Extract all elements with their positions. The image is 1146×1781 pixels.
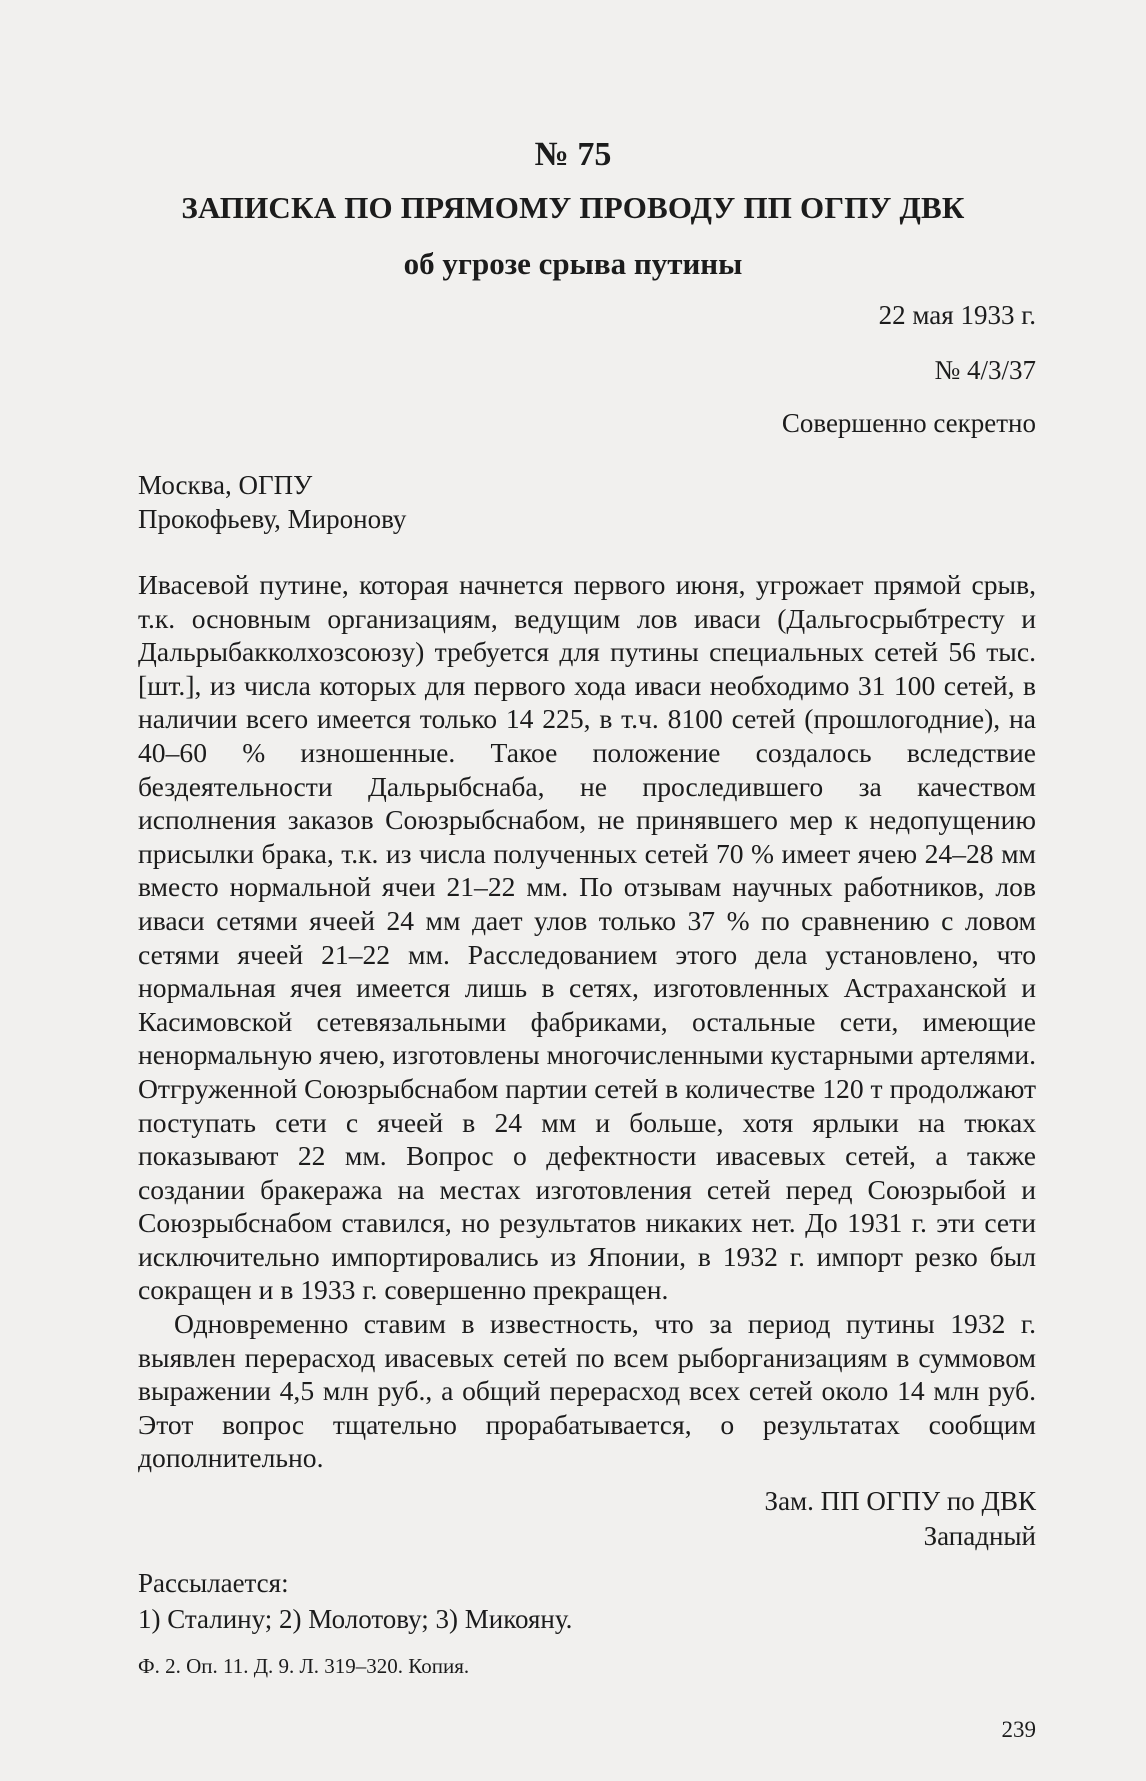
classification-mark: Совершенно секретно	[781, 408, 1036, 438]
addressee-line-2: Прокофьеву, Миронову	[138, 504, 407, 534]
registration-number: № 4/3/37	[934, 355, 1036, 385]
signature-name: Западный	[923, 1521, 1036, 1551]
distribution-recipients: 1) Сталину; 2) Молотову; 3) Микояну.	[138, 1604, 573, 1634]
document-date: 22 мая 1933 г.	[878, 300, 1036, 330]
distribution-label: Рассылается:	[138, 1568, 289, 1598]
page-number: 239	[1001, 1717, 1036, 1742]
body-paragraph-1: Ивасевой путине, которая начнется первого июня, угрожает прямой срыв, т.к. основным организациям, ведущим лов иваси (Дальгосрыбтресту и Дальрыбакколхозсоюзу) требуется для путины специальных сетей 56 тыс. [шт.], из числа которых для первого хода иваси необходимо 31 100 сетей, в наличии всего имеется только 14 225, в т.ч. 8100 сетей (прошлогодние), на 40–60 % изношенные. Такое положение создалось вследствие бездеятельности Дальрыбснаба, не проследившего за качеством исполнения заказов Союзрыбснабом, не принявшего мер к недопущению присылки брака, т.к. из числа полученных сетей 70 % имеет ячею 24–28 мм вместо нормальной ячеи 21–22 мм. По отзывам научных работников, лов иваси сетями ячеей 24 мм дает улов только 37 % по сравнению с ловом сетями ячеей 21–22 мм. Расследованием этого дела установлено, что нормальная ячея имеется лишь в сетях, изготовленных Астраханской и Касимовской сетевязальными фабриками, остальные сети, имеющие ненормальную ячею, изготовлены многочисленными кустарными артелями. Отгруженной Союзрыбснабом партии сетей в количестве 120 т продолжают поступать сети с ячеей в 24 мм и больше, хотя ярлыки на тюках показывают 22 мм. Вопрос о дефектности ивасевых сетей, а также создании бракеража на местах изготовления сетей перед Союзрыбой и Союзрыбснабом ставился, но результатов никаких нет. До 1931 г. эти сети исключительно импортировались из Японии, в 1932 г. импорт резко был сокращен и в 1933 г. совершенно прекращен.	[138, 569, 1036, 1306]
document-number: № 75	[534, 136, 612, 173]
addressee-line-1: Москва, ОГПУ	[138, 470, 313, 500]
document-body	[138, 568, 1036, 1475]
archive-source-note: Ф. 2. Оп. 11. Д. 9. Л. 319–320. Копия.	[138, 1654, 470, 1678]
document-subtitle: об угрозе срыва путины	[403, 246, 743, 281]
document-title: ЗАПИСКА ПО ПРЯМОМУ ПРОВОДУ ПП ОГПУ ДВК	[181, 190, 965, 225]
body-paragraph-2: Одновременно ставим в известность, что за период путины 1932 г. выявлен перерасход ивасевых сетей по всем рыборганизациям в суммовом выражении 4,5 млн руб., а общий перерасход всех сетей около 14 млн руб. Этот вопрос тщательно прорабатывается, о результатах сообщим дополнительно.	[138, 1308, 1036, 1474]
signature-position: Зам. ПП ОГПУ по ДВК	[764, 1486, 1036, 1516]
